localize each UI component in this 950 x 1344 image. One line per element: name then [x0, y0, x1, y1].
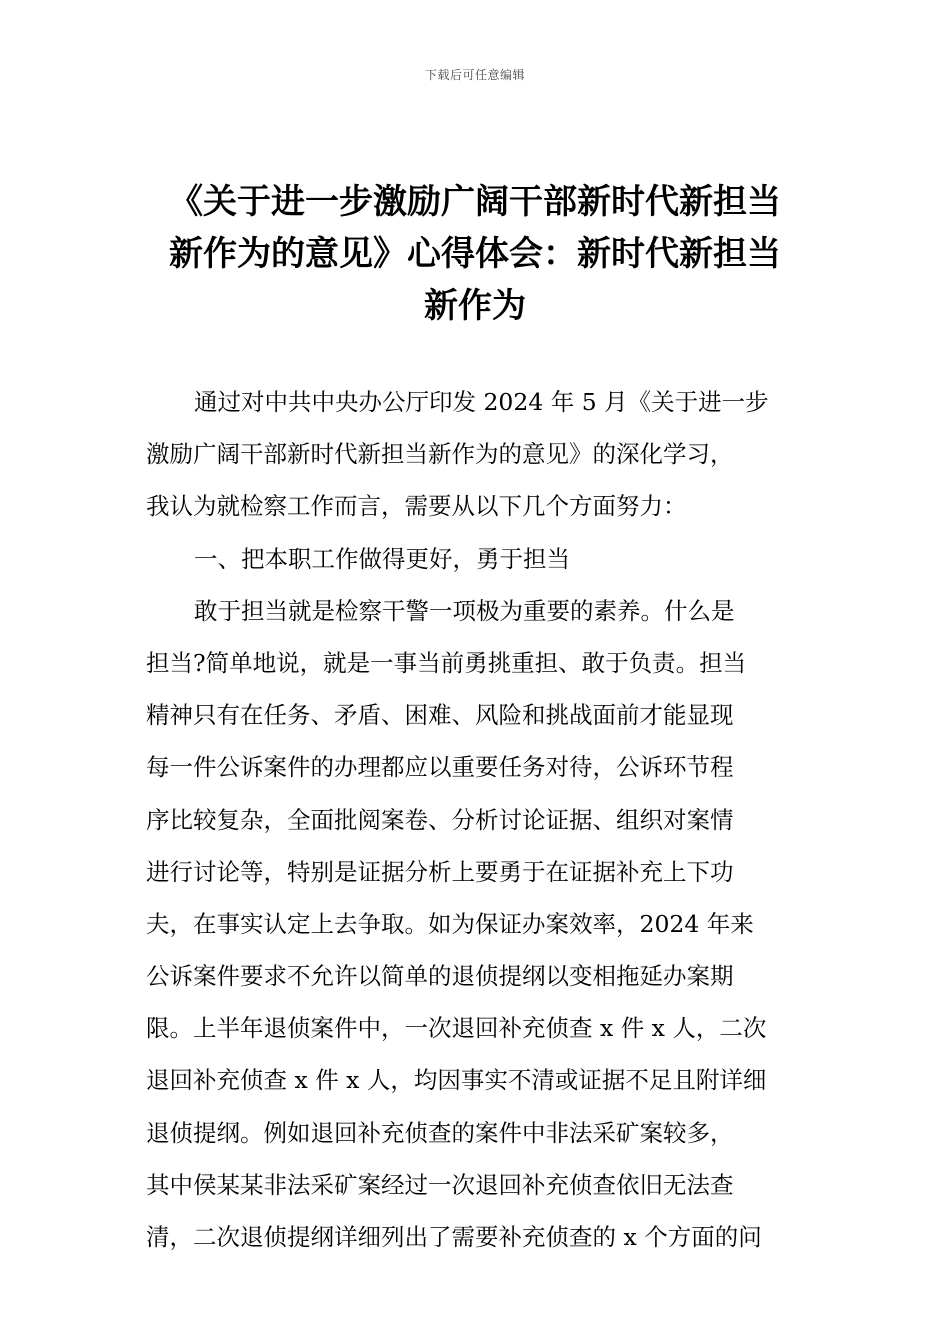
paragraph-line: 其中侯某某非法采矿案经过一次退回补充侦查依旧无法查 [146, 1170, 734, 1199]
title-line: 《关于进一步激励广阔干部新时代新担当 [169, 182, 781, 222]
body-text [146, 376, 808, 1263]
section-heading: 一、把本职工作做得更好，勇于担当 [194, 544, 570, 573]
paragraph-line: 退侦提纲。例如退回补充侦查的案件中非法采矿案较多， [146, 1118, 734, 1147]
paragraph-line: 限。上半年退侦案件中，一次退回补充侦查 x 件 x 人，二次 [146, 1014, 767, 1043]
paragraph-line: 公诉案件要求不允许以简单的退侦提纲以变相拖延办案期 [146, 962, 734, 991]
paragraph-line: 退回补充侦查 x 件 x 人，均因事实不清或证据不足且附详细 [146, 1066, 767, 1095]
paragraph-line: 敢于担当就是检察干警一项极为重要的素养。什么是 [194, 596, 735, 625]
paragraph-line: 每一件公诉案件的办理都应以重要任务对待，公诉环节程 [146, 753, 734, 782]
title-line: 新作为 [424, 286, 526, 326]
paragraph-line: 担当?简单地说，就是一事当前勇挑重担、敢于负责。担当 [146, 648, 747, 677]
header-note: 下载后可任意编辑 [424, 68, 525, 82]
paragraph-line: 序比较复杂，全面批阅案卷、分析讨论证据、组织对案情 [146, 805, 734, 834]
title-line: 新作为的意见》心得体会：新时代新担当 [169, 234, 781, 274]
paragraph-line: 激励广阔干部新时代新担当新作为的意见》的深化学习， [146, 440, 734, 469]
paragraph-line: 进行讨论等，特别是证据分析上要勇于在证据补充上下功 [146, 857, 734, 886]
paragraph-line: 精神只有在任务、矛盾、困难、风险和挑战面前才能显现 [146, 701, 734, 730]
paragraph-line: 通过对中共中央办公厅印发 2024 年 5 月《关于进一步 [194, 388, 769, 416]
paragraph-line: 夫，在事实认定上去争取。如为保证办案效率，2024 年来 [146, 909, 754, 938]
paragraph-line: 我认为就检察工作而言，需要从以下几个方面努力： [146, 492, 687, 521]
paragraph-line: 清，二次退侦提纲详细列出了需要补充侦查的 x 个方面的问 [146, 1223, 762, 1251]
document-title [150, 176, 800, 332]
